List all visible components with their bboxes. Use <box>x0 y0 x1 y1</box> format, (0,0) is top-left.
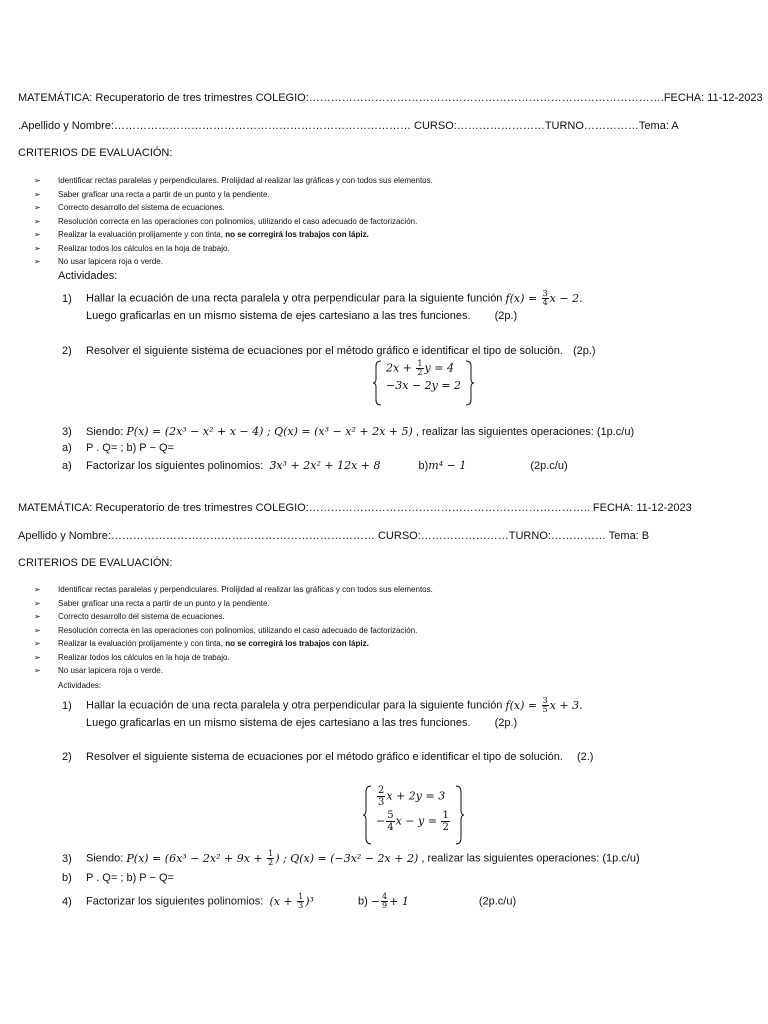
header-title-line: MATEMÁTICA: Recuperatorio de tres trimestres COLEGIO:………………………………………………………………….. FECHA: 11-12-2023 <box>18 502 692 514</box>
criteria-item: ➢ Realizar todos los cálculos en la hoja de trabajo. <box>34 242 433 256</box>
criteria-item: ➢ Correcto desarrollo del sistema de ecuaciones. <box>34 201 433 215</box>
activities-title: Actividades: <box>58 681 102 690</box>
question-3: 3) Siendo: P(x) = (2x³ − x² + x − 4) ; Q(x) = (x³ − x² + 2x + 5) , realizar las siguientes operaciones: (1p.c/u) <box>62 425 635 438</box>
question-3: 3) Siendo: P(x) = (6x³ − 2x² + 9x + $\frac{1}{2}$ ) ; Q(x) = (−3x² − 2x + 2) , realizar las siguientes operaciones: (1p.c/u) <box>62 849 640 867</box>
question-1: 1) Hallar la ecuación de una recta paralela y otra perpendicular para la siguiente función f(x) = $\frac{3}{5}$ x + 3. <box>62 696 583 714</box>
criteria-item: ➢ No usar lapicera roja o verde. <box>34 664 433 678</box>
equation-row-1: 2x + $\frac{1}{2}$ y = 4 <box>386 359 454 377</box>
right-brace-icon <box>455 785 465 845</box>
left-brace-icon <box>372 360 382 406</box>
criteria-item: ➢ Resolución correcta en las operaciones con polinomios, utilizando el caso adecuado de factorización. <box>34 215 433 229</box>
criteria-item: ➢ Realizar la evaluación prolijamente y con tinta, no se corregirá los trabajos con lápiz. <box>34 637 433 651</box>
equation-row-1: $\frac{2}{3}$ x + 2y = 3 <box>378 785 446 808</box>
criteria-item: ➢ No usar lapicera roja o verde. <box>34 255 433 269</box>
criteria-item: ➢ Correcto desarrollo del sistema de ecuaciones. <box>34 610 433 624</box>
criteria-item: ➢ Realizar todos los cálculos en la hoja de trabajo. <box>34 651 433 665</box>
criteria-item: ➢ Saber graficar una recta a partir de un punto y la pendiente. <box>34 597 433 611</box>
header-title-line: MATEMÁTICA: Recuperatorio de tres trimestres COLEGIO:…………………………………………………………………………………….FECHA: 11-12-2023 <box>18 92 763 104</box>
question-1-line2: Luego graficarlas en un mismo sistema de ejes cartesiano a las tres funciones. (2p.) <box>86 310 518 322</box>
equation-row-2: −3x − 2y = 2 <box>386 379 462 392</box>
criteria-title: CRITERIOS DE EVALUACIÓN: <box>18 147 173 159</box>
header-student-line: .Apellido y Nombre:……………………………………………………………………… CURSO:……………………TURNO……………Tema: A <box>18 120 679 132</box>
criteria-item: ➢ Saber graficar una recta a partir de un punto y la pendiente. <box>34 188 433 202</box>
activities-title: Actividades: <box>58 270 118 282</box>
question-2: 2) Resolver el siguiente sistema de ecuaciones por el método gráfico e identificar el tipo de solución. (2.) <box>62 751 594 763</box>
question-1: 1) Hallar la ecuación de una recta paralela y otra perpendicular para la siguiente función f(x) = $\frac{3}{4}$ x − 2. <box>62 289 583 307</box>
criteria-list <box>34 583 433 678</box>
question-4: 4) Factorizar los siguientes polinomios: (x + $\frac{1}{3}$ )³ b) − $\frac{4}{9}$ + 1 (2p.c/u) <box>62 892 517 910</box>
header-student-line: Apellido y Nombre:……………………………………………………………… CURSO:……………………TURNO:…………… Tema: B <box>18 530 650 542</box>
question-2: 2) Resolver el siguiente sistema de ecuaciones por el método gráfico e identificar el tipo de solución. (2p.) <box>62 345 596 357</box>
equation-system <box>372 360 475 392</box>
equation-system <box>362 785 465 833</box>
criteria-item: ➢ Realizar la evaluación prolijamente y con tinta, no se corregirá los trabajos con lápiz. <box>34 228 433 242</box>
criteria-list <box>34 174 433 269</box>
criteria-item: ➢ Identificar rectas paralelas y perpendiculares. Prolijidad al realizar las gráficas y con todos sus elementos. <box>34 174 433 188</box>
question-1-line2: Luego graficarlas en un mismo sistema de ejes cartesiano a las tres funciones. (2p.) <box>86 717 518 729</box>
equation-row-2: − $\frac{5}{4}$ x − y = $\frac{1}{2}$ <box>376 810 449 833</box>
criteria-item: ➢ Resolución correcta en las operaciones con polinomios, utilizando el caso adecuado de factorización. <box>34 624 433 638</box>
criteria-title: CRITERIOS DE EVALUACIÓN: <box>18 557 173 569</box>
question-a: a) P . Q= ; b) P − Q= <box>62 442 174 454</box>
question-b: b) P . Q= ; b) P − Q= <box>62 872 174 884</box>
criteria-item: ➢ Identificar rectas paralelas y perpendiculares. Prolijidad al realizar las gráficas y con todos sus elementos. <box>34 583 433 597</box>
left-brace-icon <box>362 785 372 845</box>
right-brace-icon <box>465 360 475 406</box>
question-factorize: a) Factorizar los siguientes polinomios: 3x³ + 2x² + 12x + 8 b)m⁴ − 1 (2p.c/u) <box>62 459 568 472</box>
